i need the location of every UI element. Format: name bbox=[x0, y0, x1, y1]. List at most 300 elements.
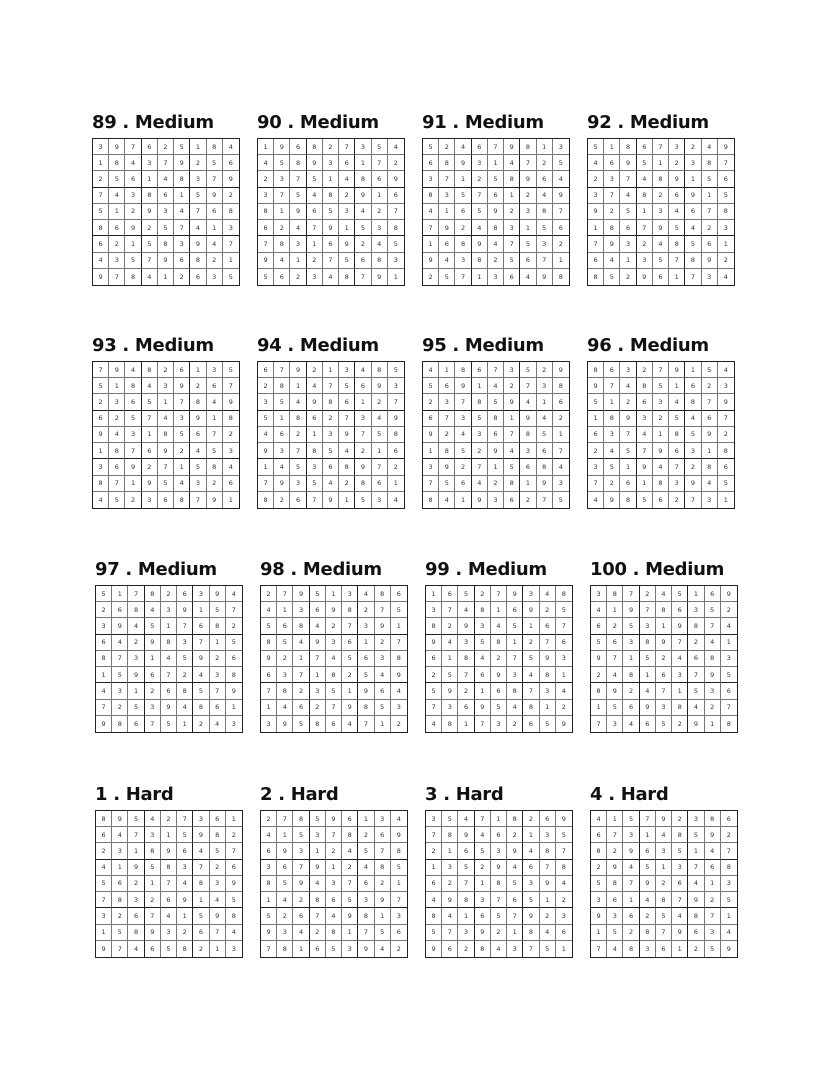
grid-cell: 3 bbox=[190, 476, 206, 492]
grid-cell: 1 bbox=[620, 253, 636, 269]
grid-cell: 5 bbox=[458, 860, 474, 876]
grid-cell: 3 bbox=[290, 236, 306, 252]
grid-cell: 5 bbox=[455, 443, 471, 459]
grid-cell: 1 bbox=[158, 394, 174, 410]
grid-cell: 4 bbox=[491, 618, 507, 634]
grid-cell: 5 bbox=[372, 139, 388, 155]
grid-cell: 5 bbox=[358, 667, 374, 683]
grid-cell: 2 bbox=[588, 171, 604, 187]
grid-cell: 9 bbox=[109, 139, 125, 155]
grid-cell: 5 bbox=[653, 378, 669, 394]
grid-cell: 6 bbox=[128, 908, 144, 924]
grid-cell: 9 bbox=[475, 925, 491, 941]
grid-cell: 8 bbox=[558, 272, 563, 281]
grid-cell: 1 bbox=[491, 811, 507, 827]
grid-cell: 7 bbox=[391, 892, 407, 908]
grid-cell: 3 bbox=[491, 843, 507, 859]
grid-cell: 2 bbox=[207, 476, 223, 492]
grid-cell: 7 bbox=[439, 411, 455, 427]
grid-cell: 6 bbox=[656, 667, 672, 683]
grid-cell: 5 bbox=[504, 253, 520, 269]
grid-cell: 3 bbox=[125, 427, 141, 443]
grid-cell: 1 bbox=[702, 443, 718, 459]
grid-cell: 7 bbox=[125, 139, 141, 155]
grid-cell: 4 bbox=[274, 459, 290, 475]
grid-cell: 4 bbox=[109, 188, 125, 204]
grid-cell: 6 bbox=[439, 378, 455, 394]
grid-cell: 4 bbox=[507, 860, 523, 876]
grid-cell: 2 bbox=[718, 253, 734, 269]
grid-cell: 3 bbox=[310, 827, 326, 843]
grid-cell: 4 bbox=[442, 635, 458, 651]
grid-cell: 8 bbox=[669, 236, 685, 252]
grid-cell: 4 bbox=[685, 411, 701, 427]
sudoku-grid bbox=[422, 361, 570, 509]
puzzle-title: 97 . Medium bbox=[95, 559, 217, 580]
grid-cell: 4 bbox=[520, 269, 536, 285]
grid-cell: 6 bbox=[591, 618, 607, 634]
grid-cell: 6 bbox=[640, 843, 656, 859]
grid-cell: 9 bbox=[326, 602, 342, 618]
grid-cell: 2 bbox=[685, 139, 701, 155]
grid-cell: 6 bbox=[455, 204, 471, 220]
grid-cell: 8 bbox=[520, 139, 536, 155]
grid-cell: 3 bbox=[591, 892, 607, 908]
grid-cell: 9 bbox=[507, 843, 523, 859]
grid-cell: 1 bbox=[537, 139, 553, 155]
grid-cell: 7 bbox=[640, 811, 656, 827]
grid-cell: 1 bbox=[705, 716, 721, 732]
grid-cell: 6 bbox=[372, 171, 388, 187]
grid-cell: 4 bbox=[158, 411, 174, 427]
grid-cell: 8 bbox=[721, 860, 737, 876]
grid-cell: 2 bbox=[423, 394, 439, 410]
grid-cell: 8 bbox=[339, 269, 355, 285]
grid-cell: 6 bbox=[223, 155, 239, 171]
grid-cell: 9 bbox=[307, 394, 323, 410]
grid-cell: 1 bbox=[439, 362, 455, 378]
grid-cell: 7 bbox=[672, 892, 688, 908]
grid-cell: 3 bbox=[423, 171, 439, 187]
grid-cell: 3 bbox=[277, 667, 293, 683]
grid-cell: 8 bbox=[504, 171, 520, 187]
grid-cell: 8 bbox=[685, 253, 701, 269]
grid-cell: 4 bbox=[458, 602, 474, 618]
grid-cell: 2 bbox=[688, 635, 704, 651]
grid-cell: 2 bbox=[656, 651, 672, 667]
grid-cell: 7 bbox=[307, 220, 323, 236]
grid-cell: 7 bbox=[588, 236, 604, 252]
grid-cell: 8 bbox=[726, 719, 731, 728]
grid-cell: 3 bbox=[623, 827, 639, 843]
sudoku-grid bbox=[422, 138, 570, 286]
grid-cell: 8 bbox=[423, 492, 439, 508]
grid-cell: 6 bbox=[261, 667, 277, 683]
grid-cell: 9 bbox=[96, 716, 112, 732]
sudoku-grid bbox=[425, 585, 573, 733]
grid-cell: 3 bbox=[339, 362, 355, 378]
grid-cell: 2 bbox=[637, 236, 653, 252]
grid-cell: 4 bbox=[488, 236, 504, 252]
grid-cell: 5 bbox=[520, 362, 536, 378]
grid-cell: 6 bbox=[458, 700, 474, 716]
grid-cell: 1 bbox=[161, 618, 177, 634]
grid-cell: 8 bbox=[423, 188, 439, 204]
grid-cell: 7 bbox=[423, 476, 439, 492]
grid-cell: 2 bbox=[556, 700, 572, 716]
grid-cell: 7 bbox=[623, 586, 639, 602]
grid-cell: 6 bbox=[261, 843, 277, 859]
grid-cell: 3 bbox=[458, 635, 474, 651]
grid-cell: 7 bbox=[93, 362, 109, 378]
grid-cell: 4 bbox=[112, 635, 128, 651]
grid-cell: 9 bbox=[488, 204, 504, 220]
grid-cell: 7 bbox=[455, 269, 471, 285]
grid-cell: 1 bbox=[540, 700, 556, 716]
grid-cell: 3 bbox=[669, 476, 685, 492]
grid-cell: 1 bbox=[375, 716, 391, 732]
grid-cell: 5 bbox=[228, 272, 233, 281]
grid-cell: 4 bbox=[177, 700, 193, 716]
grid-cell: 2 bbox=[190, 378, 206, 394]
grid-cell: 5 bbox=[540, 716, 556, 732]
grid-cell: 6 bbox=[226, 651, 242, 667]
grid-cell: 5 bbox=[210, 843, 226, 859]
grid-cell: 1 bbox=[258, 139, 274, 155]
grid-cell: 8 bbox=[258, 492, 274, 508]
grid-cell: 7 bbox=[161, 667, 177, 683]
grid-cell: 6 bbox=[125, 394, 141, 410]
grid-cell: 1 bbox=[523, 827, 539, 843]
grid-cell: 1 bbox=[455, 171, 471, 187]
grid-cell: 8 bbox=[507, 811, 523, 827]
grid-cell: 5 bbox=[96, 586, 112, 602]
grid-cell: 4 bbox=[388, 139, 404, 155]
grid-cell: 5 bbox=[423, 139, 439, 155]
grid-cell: 6 bbox=[685, 204, 701, 220]
grid-cell: 5 bbox=[372, 427, 388, 443]
grid-cell: 9 bbox=[125, 459, 141, 475]
grid-cell: 9 bbox=[458, 618, 474, 634]
grid-cell: 9 bbox=[540, 651, 556, 667]
grid-cell: 1 bbox=[688, 586, 704, 602]
puzzle-title: 96 . Medium bbox=[587, 335, 709, 356]
grid-cell: 3 bbox=[656, 843, 672, 859]
grid-cell: 8 bbox=[685, 394, 701, 410]
grid-cell: 4 bbox=[307, 378, 323, 394]
grid-cell: 5 bbox=[277, 876, 293, 892]
grid-cell: 2 bbox=[145, 892, 161, 908]
grid-cell: 2 bbox=[388, 459, 404, 475]
grid-cell: 9 bbox=[705, 827, 721, 843]
grid-cell: 6 bbox=[174, 362, 190, 378]
grid-cell: 1 bbox=[604, 139, 620, 155]
grid-cell: 8 bbox=[323, 394, 339, 410]
grid-cell: 1 bbox=[190, 139, 206, 155]
grid-cell: 9 bbox=[339, 236, 355, 252]
grid-cell: 6 bbox=[388, 188, 404, 204]
sudoku-grid bbox=[587, 361, 735, 509]
grid-cell: 5 bbox=[537, 427, 553, 443]
grid-cell: 4 bbox=[207, 394, 223, 410]
grid-cell: 5 bbox=[688, 827, 704, 843]
grid-cell: 4 bbox=[258, 427, 274, 443]
grid-cell: 1 bbox=[109, 378, 125, 394]
grid-cell: 8 bbox=[591, 683, 607, 699]
grid-cell: 1 bbox=[358, 811, 374, 827]
grid-cell: 2 bbox=[128, 635, 144, 651]
grid-cell: 8 bbox=[193, 700, 209, 716]
grid-cell: 1 bbox=[274, 204, 290, 220]
puzzle-title: 94 . Medium bbox=[257, 335, 379, 356]
grid-cell: 9 bbox=[455, 155, 471, 171]
grid-cell: 1 bbox=[455, 492, 471, 508]
grid-cell: 3 bbox=[640, 618, 656, 634]
grid-cell: 5 bbox=[604, 269, 620, 285]
grid-cell: 2 bbox=[540, 908, 556, 924]
grid-cell: 4 bbox=[475, 827, 491, 843]
grid-cell: 4 bbox=[688, 700, 704, 716]
grid-cell: 4 bbox=[190, 220, 206, 236]
grid-cell: 6 bbox=[142, 139, 158, 155]
grid-cell: 5 bbox=[607, 700, 623, 716]
grid-cell: 8 bbox=[637, 188, 653, 204]
grid-cell: 2 bbox=[455, 459, 471, 475]
grid-cell: 5 bbox=[604, 459, 620, 475]
grid-cell: 6 bbox=[258, 362, 274, 378]
grid-cell: 3 bbox=[388, 378, 404, 394]
grid-cell: 8 bbox=[455, 236, 471, 252]
grid-cell: 5 bbox=[290, 459, 306, 475]
grid-cell: 6 bbox=[637, 394, 653, 410]
grid-cell: 2 bbox=[702, 220, 718, 236]
grid-cell: 2 bbox=[472, 443, 488, 459]
grid-cell: 4 bbox=[125, 362, 141, 378]
grid-cell: 6 bbox=[620, 476, 636, 492]
grid-cell: 1 bbox=[391, 876, 407, 892]
grid-cell: 9 bbox=[507, 586, 523, 602]
grid-cell: 2 bbox=[96, 843, 112, 859]
grid-cell: 7 bbox=[274, 188, 290, 204]
grid-cell: 9 bbox=[158, 253, 174, 269]
grid-cell: 8 bbox=[274, 378, 290, 394]
grid-cell: 4 bbox=[223, 139, 239, 155]
sudoku-grid bbox=[92, 138, 240, 286]
grid-cell: 7 bbox=[142, 253, 158, 269]
grid-cell: 7 bbox=[688, 860, 704, 876]
grid-cell: 7 bbox=[721, 843, 737, 859]
grid-cell: 3 bbox=[721, 876, 737, 892]
grid-cell: 6 bbox=[702, 236, 718, 252]
grid-cell: 2 bbox=[537, 155, 553, 171]
grid-cell: 2 bbox=[258, 171, 274, 187]
grid-cell: 3 bbox=[375, 811, 391, 827]
grid-cell: 3 bbox=[177, 860, 193, 876]
grid-cell: 4 bbox=[637, 171, 653, 187]
grid-cell: 3 bbox=[355, 139, 371, 155]
grid-cell: 1 bbox=[326, 586, 342, 602]
grid-cell: 7 bbox=[258, 236, 274, 252]
grid-cell: 2 bbox=[475, 860, 491, 876]
grid-cell: 3 bbox=[231, 719, 236, 728]
grid-cell: 1 bbox=[190, 362, 206, 378]
grid-cell: 8 bbox=[293, 618, 309, 634]
grid-cell: 7 bbox=[721, 700, 737, 716]
grid-cell: 8 bbox=[623, 941, 639, 957]
grid-cell: 3 bbox=[688, 811, 704, 827]
grid-cell: 9 bbox=[210, 908, 226, 924]
grid-cell: 5 bbox=[339, 378, 355, 394]
grid-cell: 5 bbox=[161, 941, 177, 957]
grid-cell: 4 bbox=[277, 700, 293, 716]
grid-cell: 1 bbox=[261, 700, 277, 716]
grid-cell: 9 bbox=[455, 378, 471, 394]
grid-cell: 2 bbox=[310, 700, 326, 716]
grid-cell: 9 bbox=[177, 892, 193, 908]
grid-cell: 7 bbox=[702, 204, 718, 220]
grid-cell: 8 bbox=[458, 651, 474, 667]
grid-cell: 5 bbox=[721, 667, 737, 683]
grid-cell: 3 bbox=[607, 908, 623, 924]
grid-cell: 5 bbox=[226, 635, 242, 651]
grid-cell: 5 bbox=[458, 586, 474, 602]
grid-cell: 7 bbox=[174, 220, 190, 236]
grid-cell: 7 bbox=[93, 188, 109, 204]
grid-cell: 6 bbox=[488, 427, 504, 443]
grid-cell: 1 bbox=[637, 476, 653, 492]
grid-cell: 7 bbox=[607, 651, 623, 667]
grid-cell: 2 bbox=[491, 925, 507, 941]
grid-cell: 8 bbox=[391, 651, 407, 667]
grid-cell: 6 bbox=[488, 188, 504, 204]
puzzle-title: 1 . Hard bbox=[95, 784, 174, 805]
grid-cell: 6 bbox=[455, 476, 471, 492]
grid-cell: 9 bbox=[391, 827, 407, 843]
grid-cell: 6 bbox=[423, 411, 439, 427]
grid-cell: 7 bbox=[158, 155, 174, 171]
grid-cell: 9 bbox=[355, 459, 371, 475]
grid-cell: 5 bbox=[158, 220, 174, 236]
grid-cell: 3 bbox=[507, 667, 523, 683]
grid-cell: 9 bbox=[323, 220, 339, 236]
grid-cell: 3 bbox=[277, 925, 293, 941]
grid-cell: 2 bbox=[553, 236, 569, 252]
grid-cell: 1 bbox=[504, 188, 520, 204]
grid-cell: 3 bbox=[637, 411, 653, 427]
grid-cell: 7 bbox=[507, 651, 523, 667]
grid-cell: 5 bbox=[556, 827, 572, 843]
grid-cell: 4 bbox=[591, 811, 607, 827]
grid-cell: 5 bbox=[426, 925, 442, 941]
grid-cell: 6 bbox=[226, 860, 242, 876]
grid-cell: 4 bbox=[96, 683, 112, 699]
grid-cell: 3 bbox=[112, 843, 128, 859]
grid-cell: 4 bbox=[145, 811, 161, 827]
grid-cell: 2 bbox=[520, 492, 536, 508]
grid-cell: 6 bbox=[358, 651, 374, 667]
grid-cell: 5 bbox=[261, 618, 277, 634]
grid-cell: 4 bbox=[142, 269, 158, 285]
grid-cell: 1 bbox=[702, 188, 718, 204]
grid-cell: 6 bbox=[96, 635, 112, 651]
grid-cell: 6 bbox=[223, 476, 239, 492]
grid-cell: 3 bbox=[307, 269, 323, 285]
grid-cell: 5 bbox=[293, 827, 309, 843]
grid-cell: 8 bbox=[556, 586, 572, 602]
grid-cell: 4 bbox=[391, 683, 407, 699]
grid-cell: 1 bbox=[274, 411, 290, 427]
grid-cell: 2 bbox=[588, 443, 604, 459]
grid-cell: 3 bbox=[274, 171, 290, 187]
grid-cell: 7 bbox=[210, 925, 226, 941]
grid-cell: 7 bbox=[323, 253, 339, 269]
grid-cell: 3 bbox=[653, 394, 669, 410]
grid-cell: 4 bbox=[355, 204, 371, 220]
grid-cell: 5 bbox=[128, 811, 144, 827]
grid-cell: 5 bbox=[342, 892, 358, 908]
grid-cell: 7 bbox=[258, 476, 274, 492]
grid-cell: 3 bbox=[355, 411, 371, 427]
grid-cell: 1 bbox=[588, 220, 604, 236]
grid-cell: 3 bbox=[721, 651, 737, 667]
grid-cell: 8 bbox=[388, 427, 404, 443]
grid-cell: 2 bbox=[310, 925, 326, 941]
grid-cell: 7 bbox=[210, 683, 226, 699]
grid-cell: 3 bbox=[372, 492, 388, 508]
grid-cell: 1 bbox=[458, 908, 474, 924]
grid-cell: 5 bbox=[310, 586, 326, 602]
grid-cell: 8 bbox=[507, 683, 523, 699]
grid-cell: 3 bbox=[653, 204, 669, 220]
grid-cell: 4 bbox=[507, 700, 523, 716]
grid-cell: 2 bbox=[226, 827, 242, 843]
grid-cell: 3 bbox=[623, 635, 639, 651]
grid-cell: 5 bbox=[491, 700, 507, 716]
grid-cell: 3 bbox=[620, 362, 636, 378]
grid-cell: 1 bbox=[640, 667, 656, 683]
grid-cell: 8 bbox=[207, 139, 223, 155]
grid-cell: 7 bbox=[672, 635, 688, 651]
grid-cell: 9 bbox=[669, 171, 685, 187]
grid-cell: 9 bbox=[623, 602, 639, 618]
grid-cell: 3 bbox=[193, 586, 209, 602]
grid-cell: 2 bbox=[323, 139, 339, 155]
grid-cell: 6 bbox=[323, 459, 339, 475]
grid-cell: 8 bbox=[109, 155, 125, 171]
grid-cell: 4 bbox=[723, 272, 728, 281]
grid-cell: 1 bbox=[520, 476, 536, 492]
grid-cell: 9 bbox=[93, 427, 109, 443]
grid-cell: 4 bbox=[523, 843, 539, 859]
grid-cell: 5 bbox=[488, 171, 504, 187]
grid-cell: 3 bbox=[458, 925, 474, 941]
grid-cell: 8 bbox=[310, 892, 326, 908]
grid-cell: 1 bbox=[145, 651, 161, 667]
grid-cell: 7 bbox=[705, 618, 721, 634]
grid-cell: 9 bbox=[109, 362, 125, 378]
grid-cell: 1 bbox=[553, 253, 569, 269]
grid-cell: 8 bbox=[391, 843, 407, 859]
grid-cell: 6 bbox=[96, 827, 112, 843]
grid-cell: 5 bbox=[326, 941, 342, 957]
grid-cell: 6 bbox=[293, 908, 309, 924]
puzzle-title: 98 . Medium bbox=[260, 559, 382, 580]
grid-cell: 4 bbox=[442, 908, 458, 924]
grid-cell: 5 bbox=[620, 443, 636, 459]
grid-cell: 4 bbox=[637, 427, 653, 443]
grid-cell: 7 bbox=[620, 427, 636, 443]
puzzle-title: 90 . Medium bbox=[257, 112, 379, 133]
